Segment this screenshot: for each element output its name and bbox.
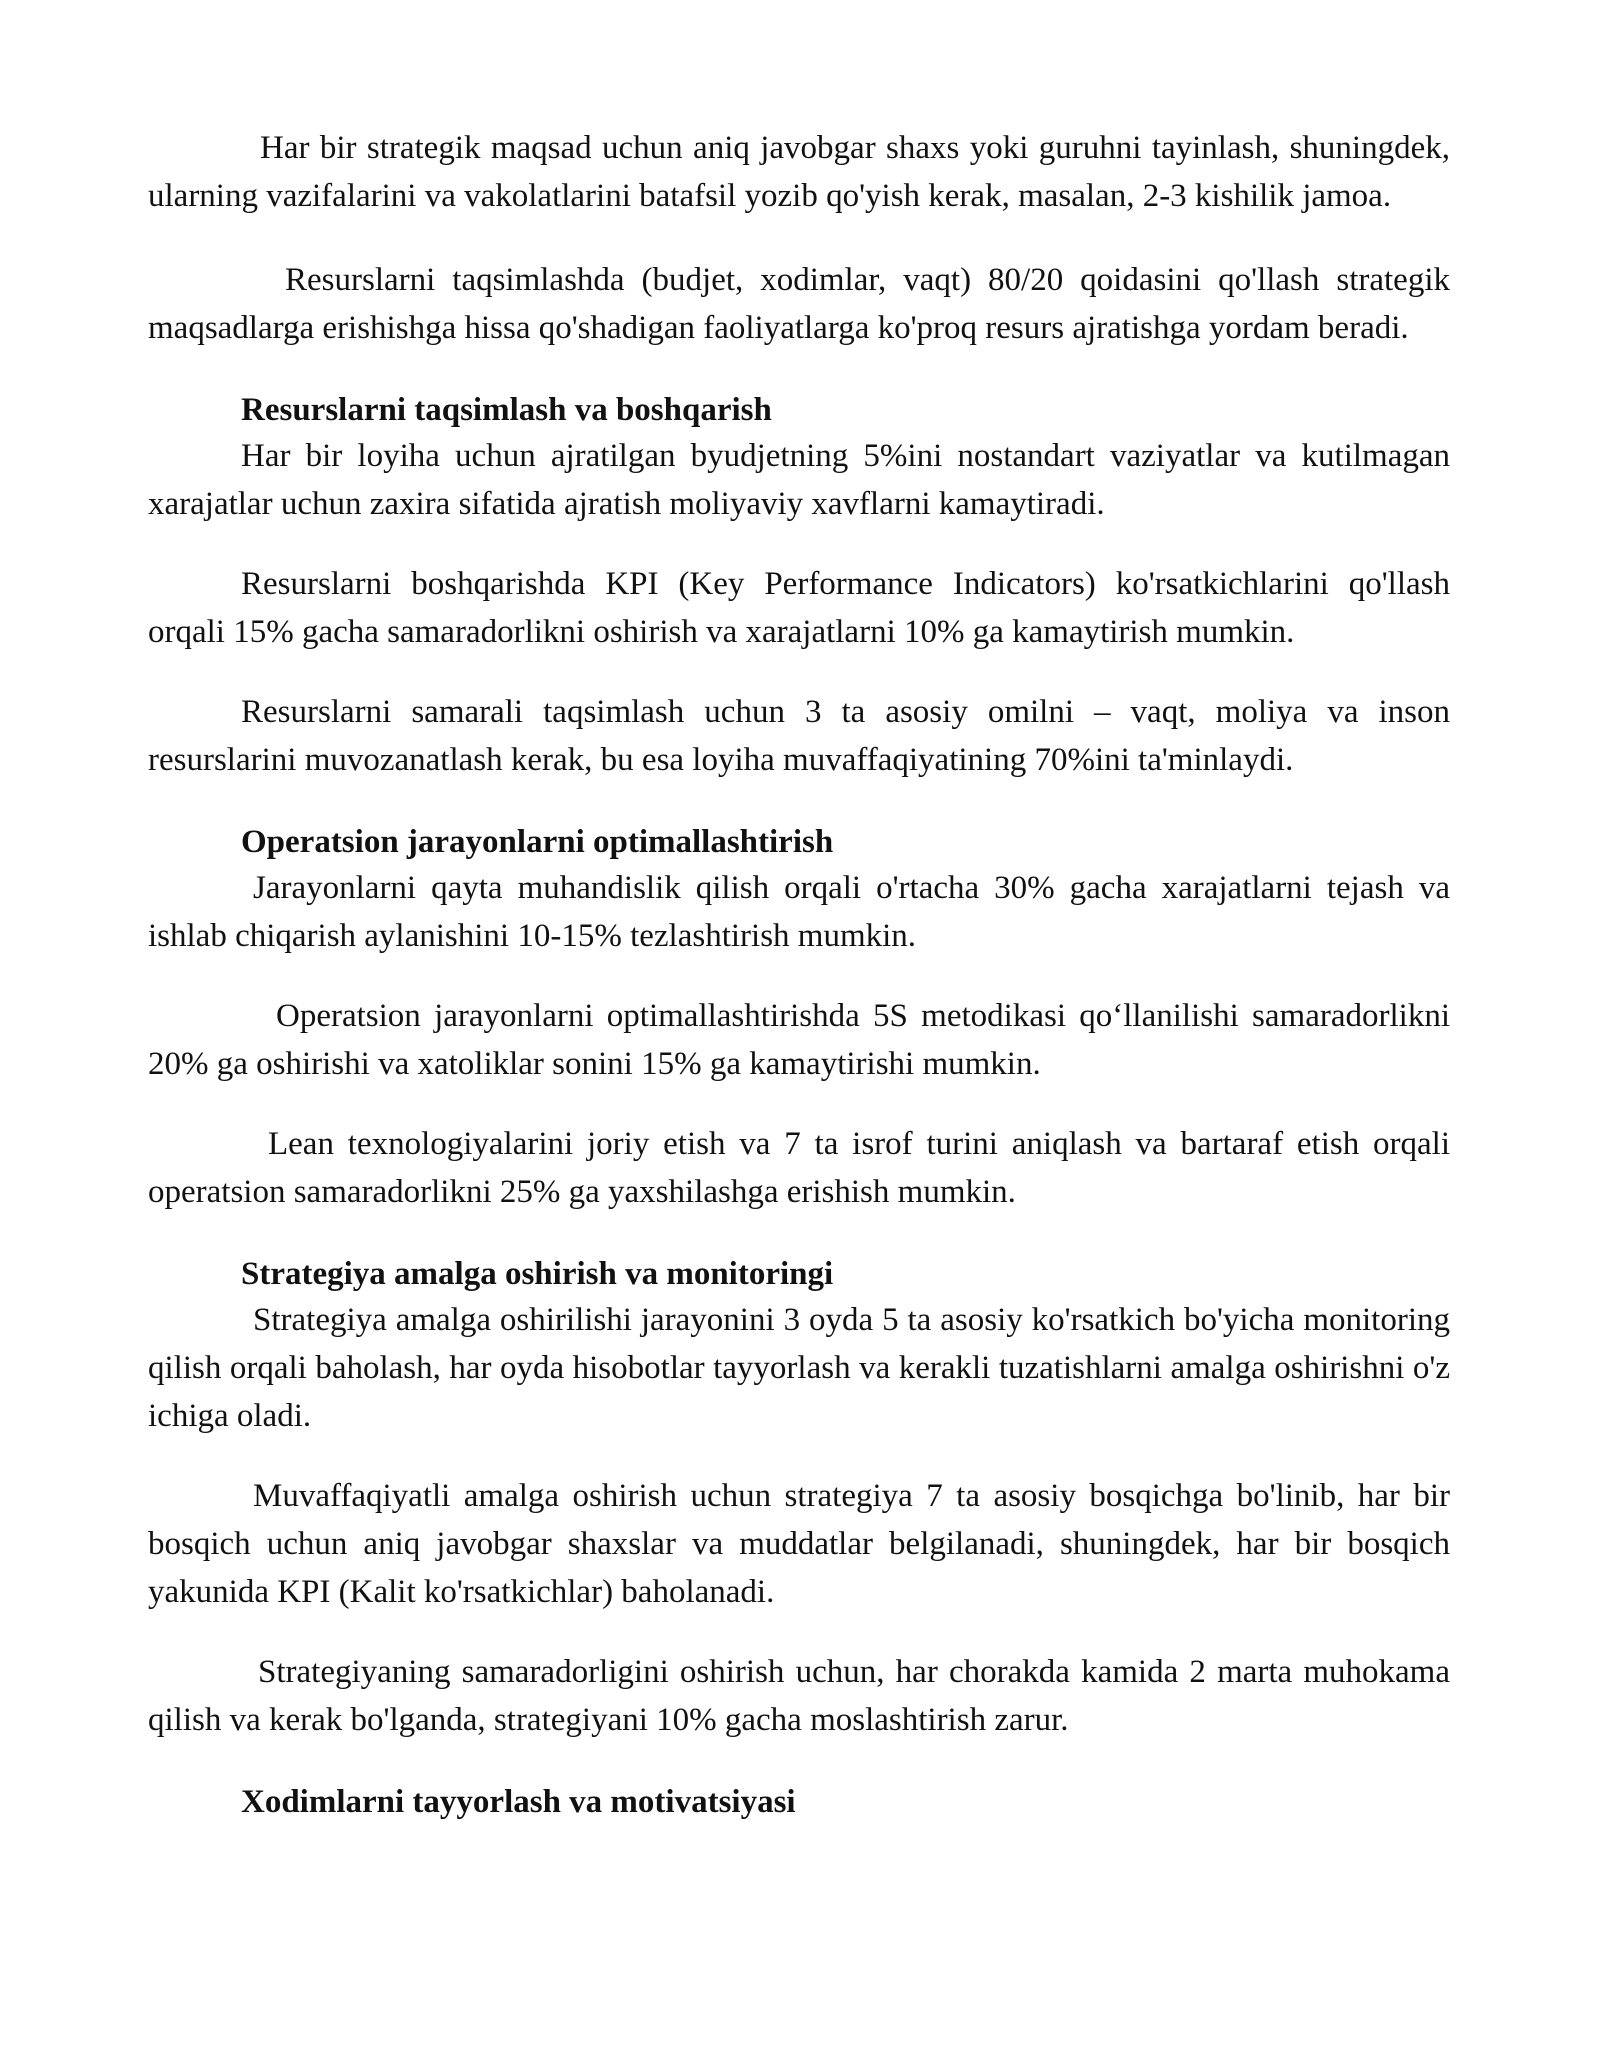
paragraph: Lean texnologiyalarini joriy etish va 7 ta isrof turini aniqlash va bartaraf etish orqali operatsion samaradorlikni 25% ga yaxshilashga erishish mumkin. [148,1126,1450,1210]
paragraph: Resurslarni samarali taqsimlash uchun 3 ta asosiy omilni – vaqt, moliya va inson resurslarini muvozanatlash kerak, bu esa loyiha muvaffaqiyatining 70%ini ta'minlaydi. [148,694,1450,778]
section-heading: Resurslarni taqsimlash va boshqarish [241,392,772,428]
paragraph: Jarayonlarni qayta muhandislik qilish orqali o'rtacha 30% gacha xarajatlarni tejash va ishlab chiqarish aylanishini 10-15% tezlashtirish mumkin. [148,870,1450,954]
paragraph: Muvaffaqiyatli amalga oshirish uchun strategiya 7 ta asosiy bosqichga bo'linib, har bir bosqich uchun aniq javobgar shaxslar va muddatlar belgilanadi, shuningdek, har bir bosqich yakunida KPI (Kalit ko'rsatkichlar) baholanadi. [148,1478,1450,1610]
paragraph: Strategiya amalga oshirilishi jarayonini 3 oyda 5 ta asosiy ko'rsatkich bo'yicha monitoring qilish orqali baholash, har oyda hisobotlar tayyorlash va kerakli tuzatishlarni amalga oshirishni o'z ichiga oladi. [148,1302,1450,1434]
paragraph: Resurslarni taqsimlashda (budjet, xodimlar, vaqt) 80/20 qoidasini qo'llash strategik maqsadlarga erishishga hissa qo'shadigan faoliyatlarga ko'proq resurs ajratishga yordam beradi. [148,262,1450,346]
paragraph: Har bir loyiha uchun ajratilgan byudjetning 5%ini nostandart vaziyatlar va kutilmagan xarajatlar uchun zaxira sifatida ajratish moliyaviy xavflarni kamaytiradi. [148,438,1450,522]
document-page [148,124,1450,1824]
paragraph: Operatsion jarayonlarni optimallashtirishda 5S metodikasi qo‘llanilishi samaradorlikni 20% ga oshirishi va xatoliklar sonini 15% ga kamaytirishi mumkin. [148,998,1450,1082]
section-heading: Strategiya amalga oshirish va monitoringi [241,1256,834,1292]
section-heading: Operatsion jarayonlarni optimallashtirish [241,824,834,860]
section-heading: Xodimlarni tayyorlash va motivatsiyasi [241,1784,796,1820]
paragraph: Resurslarni boshqarishda KPI (Key Performance Indicators) ko'rsatkichlarini qo'llash orqali 15% gacha samaradorlikni oshirish va xarajatlarni 10% ga kamaytirish mumkin. [148,566,1450,650]
paragraph: Har bir strategik maqsad uchun aniq javobgar shaxs yoki guruhni tayinlash, shuningdek, ularning vazifalarini va vakolatlarini batafsil yozib qo'yish kerak, masalan, 2-3 kishilik jamoa. [148,130,1450,214]
paragraph: Strategiyaning samaradorligini oshirish uchun, har chorakda kamida 2 marta muhokama qilish va kerak bo'lganda, strategiyani 10% gacha moslashtirish zarur. [148,1654,1450,1738]
